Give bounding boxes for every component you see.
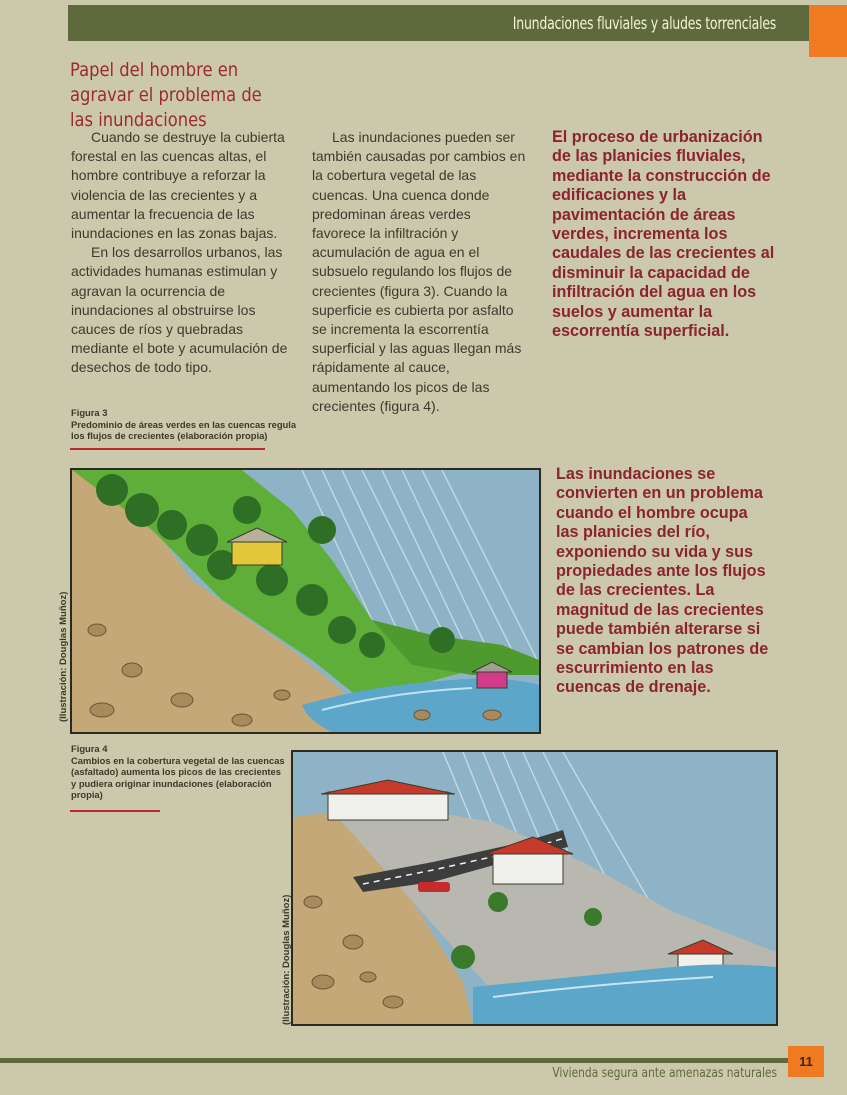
figure4-credit: (Ilustración: Douglas Muñoz) [281,894,292,1025]
figure4-caption-underline [70,810,160,812]
page-number: 11 [788,1046,824,1077]
footer-text: Vivienda segura ante amenazas naturales [552,1066,777,1081]
figure3-credit: (Ilustración: Douglas Muñoz) [58,591,69,722]
figure4-caption: Cambios en la cobertura vegetal de las cuencas (asfaltado) aumenta los picos de las crecientes y pudiera originar inundaciones (elaboración propia) [71,754,285,801]
column1-paragraph-2: En los desarrollos urbanos, las actividades humanas estimulan y agravan la ocurrencia de inundaciones al obstruirse los cauces de ríos y quebradas mediante el bote y acumulación de desechos de todo tipo. [71,244,288,376]
footer-line [0,1058,790,1063]
figure3-caption-underline [70,448,265,450]
figure3-label: Figura 3 [71,407,108,418]
highlight-quote-floodplains: Las inundaciones se convierten en un problema cuando el hombre ocupa las planicies del río, exponiendo su vida y sus propiedades ante los flujos de las crecientes. La magnitud de las crecientes puede también alterarse si se cambian los patrones de escurrimiento en las cuencas de drenaje. [556,465,769,697]
figure3-illustration [70,468,541,734]
figure4-illustration [291,750,778,1026]
header-bar [68,5,824,41]
header-title: Inundaciones fluviales y aludes torrenciales [512,14,776,34]
body-column-2 [312,128,527,416]
body-column-1 [71,128,297,378]
figure4-caption-block [71,743,286,801]
figure3-caption: Predominio de áreas verdes en las cuencas regula los flujos de crecientes (elaboración propia) [71,418,297,442]
section-title: Papel del hombre en agravar el problema de las inundaciones [70,59,262,131]
column1-paragraph-1: Cuando se destruye la cubierta forestal en las cuencas altas, el hombre contribuye a reforzar la violencia de las crecientes y a aumentar la frecuencia de las inundaciones en las zonas bajas. [71,129,285,242]
figure4-label: Figura 4 [71,743,108,754]
column2-paragraph-1: Las inundaciones pueden ser también causadas por cambios en la cobertura vegetal de las cuencas. Una cuenca donde predominan áreas verdes favorece la infiltración y acumulación de agua en el subsuelo regulando los flujos de crecientes (figura 3). Cuando la superficie es cubierta por asfalto se incrementa la escorrentía superficial y las aguas llegan más rápidamente al cauce, aumentando los picos de las crecientes (figura 4). [312,129,526,414]
figure3-caption-block [71,407,301,442]
highlight-quote-urbanization: El proceso de urbanización de las planicies fluviales, mediante la construcción de edificaciones y la pavimentación de áreas verdes, incrementa los caudales de las crecientes al disminuir la capacidad de infiltración del agua en los suelos y aumentar la escorrentía superficial. [552,128,775,341]
header-orange-tab [809,5,847,57]
